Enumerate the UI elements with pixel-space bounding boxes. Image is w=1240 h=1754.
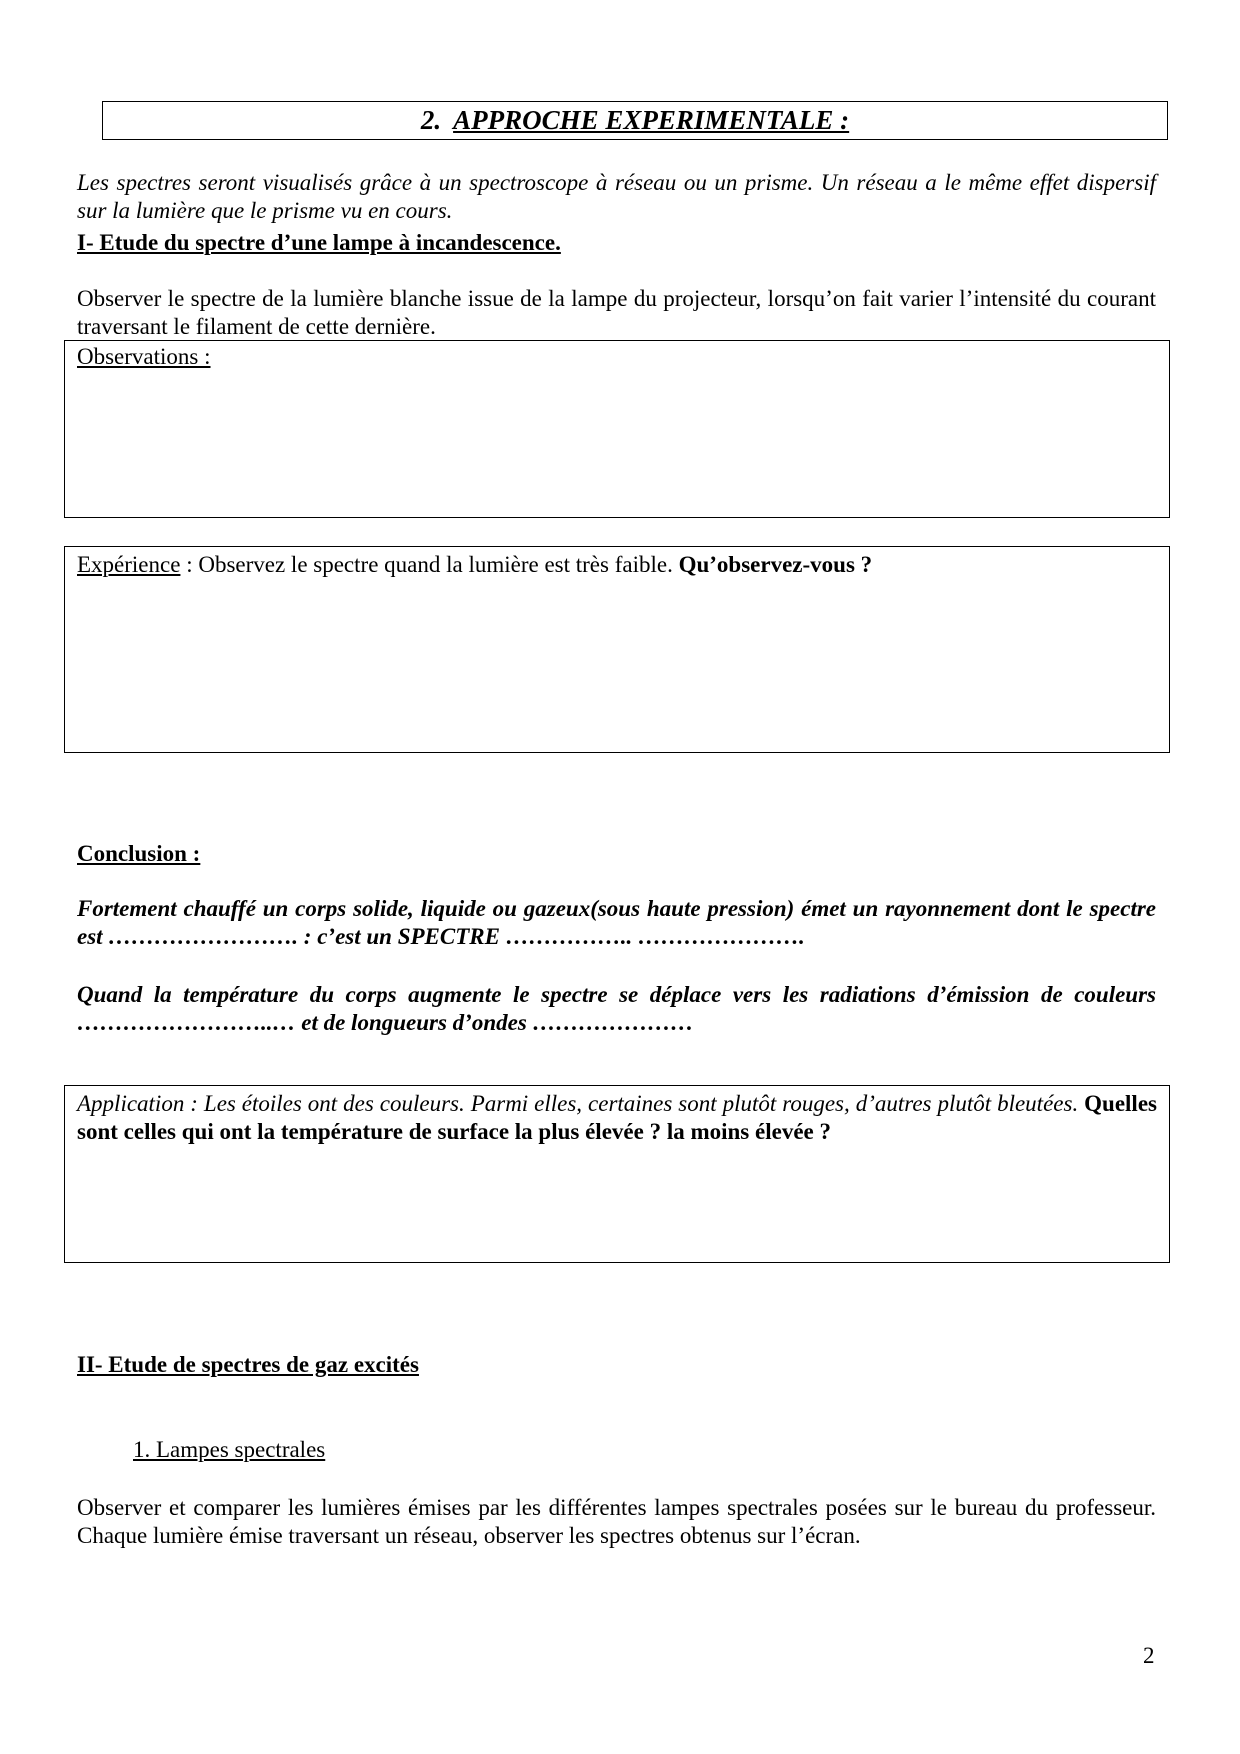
experience-box[interactable] <box>64 546 1170 753</box>
subsection-heading: 1. Lampes spectrales <box>133 1437 326 1462</box>
section-title-number: 2. <box>420 105 442 135</box>
application-text: Application : Les étoiles ont des couleurs. Parmi elles, certaines sont plutôt rouges, d’autres plutôt bleutées. <box>77 1091 1085 1116</box>
section1-instruction: Observer le spectre de la lumière blanche issue de la lampe du projecteur, lorsqu’on fait varier l’intensité du courant traversant le filament de cette dernière. <box>77 286 1156 339</box>
application-box[interactable] <box>64 1085 1170 1263</box>
experience-question: Qu’observez-vous ? <box>678 552 873 577</box>
section-title-box <box>102 101 1168 140</box>
page-number: 2 <box>1143 1643 1155 1668</box>
conclusion-paragraph-2: Quand la température du corps augmente le spectre se déplace vers les radiations d’émission de couleurs ……………………..… et de longueurs d’ondes ………………… <box>77 982 1156 1035</box>
section2-instruction: Observer et comparer les lumières émises par les différentes lampes spectrales posées sur le bureau du professeur. Chaque lumière émise traversant un réseau, observer les spectres obtenus sur l’écran. <box>77 1495 1156 1548</box>
experience-label: Expérience <box>77 552 181 577</box>
experience-text: Observez le spectre quand la lumière est très faible. <box>198 552 679 577</box>
section2-heading: II- Etude de spectres de gaz excités <box>77 1352 419 1377</box>
conclusion-heading: Conclusion : <box>77 841 201 866</box>
application-question: Quelles sont celles qui ont la température de surface la plus élevée ? la moins élevée ? <box>77 1091 1157 1144</box>
conclusion-paragraph-1: Fortement chauffé un corps solide, liquide ou gazeux(sous haute pression) émet un rayonnement dont le spectre est ……………………. : c’est un SPECTRE …………….. …………………. <box>77 896 1156 949</box>
observations-label: Observations : <box>77 344 211 369</box>
section1-heading: I- Etude du spectre d’une lampe à incandescence. <box>77 230 561 255</box>
section-title-text: APPROCHE EXPERIMENTALE : <box>453 105 850 135</box>
intro-paragraph: Les spectres seront visualisés grâce à un spectroscope à réseau ou un prisme. Un réseau a le même effet dispersif sur la lumière que le prisme vu en cours. <box>77 170 1156 223</box>
experience-separator: : <box>180 552 199 577</box>
observations-box[interactable] <box>64 340 1170 518</box>
